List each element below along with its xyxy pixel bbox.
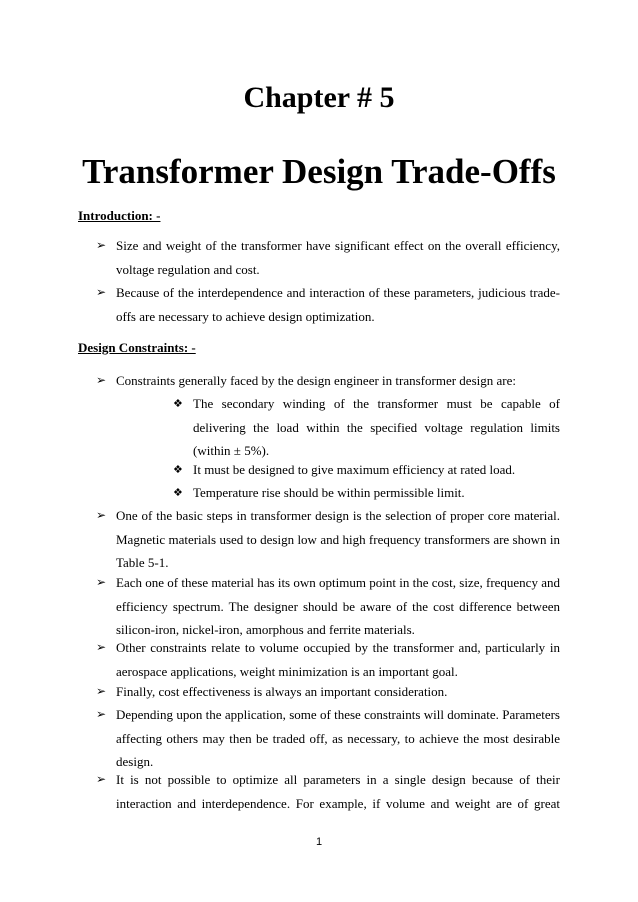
arrow-bullet-icon: ➢: [96, 238, 107, 252]
list-item-text: Depending upon the application, some of these constraints will dominate. Parameters affecting others may then be traded off, as necessary, to achieve the most desirable design.: [116, 707, 560, 769]
list-item: [96, 571, 560, 642]
list-item-text: Constraints generally faced by the design engineer in transformer design are:: [116, 373, 516, 388]
sub-list-item-text: Temperature rise should be within permissible limit.: [193, 485, 465, 500]
arrow-bullet-icon: ➢: [96, 575, 107, 589]
list-item: [96, 234, 560, 281]
diamond-bullet-icon: ❖: [173, 397, 183, 410]
section-heading-design-constraints: Design Constraints: -: [78, 340, 196, 355]
list-item-text: Finally, cost effectiveness is always an important consideration.: [116, 684, 448, 699]
diamond-bullet-icon: ❖: [173, 486, 183, 499]
diamond-bullet-icon: ❖: [173, 463, 183, 476]
list-item: [96, 680, 560, 704]
arrow-bullet-icon: ➢: [96, 285, 107, 299]
list-item-text: One of the basic steps in transformer design is the selection of proper core material. Magnetic materials used to design low and high frequency transformers are shown in Table 5-1.: [116, 508, 560, 570]
list-item: [96, 504, 560, 575]
list-item: [96, 281, 560, 328]
list-item-text: Each one of these material has its own optimum point in the cost, size, frequency and efficiency spectrum. The designer should be aware of the cost difference between silicon-iron, nickel-iron, amorphous and ferrite materials.: [116, 575, 560, 637]
list-item: [96, 768, 560, 815]
list-item: [96, 703, 560, 774]
sub-list-item: [173, 392, 560, 463]
arrow-bullet-icon: ➢: [96, 684, 107, 698]
list-item-text: It is not possible to optimize all parameters in a single design because of their interaction and interdependence. For example, if volume and weight are of great: [116, 772, 560, 811]
list-item-text: Other constraints relate to volume occupied by the transformer and, particularly in aerospace applications, weight minimization is an important goal.: [116, 640, 560, 679]
list-item: [96, 636, 560, 683]
arrow-bullet-icon: ➢: [96, 640, 107, 654]
list-item-text: Size and weight of the transformer have significant effect on the overall efficiency, voltage regulation and cost.: [116, 238, 560, 277]
section-heading-introduction: Introduction: -: [78, 208, 161, 223]
arrow-bullet-icon: ➢: [96, 707, 107, 721]
chapter-title: Chapter # 5: [243, 81, 395, 114]
sub-list-item-text: It must be designed to give maximum efficiency at rated load.: [193, 462, 516, 477]
list-item: [96, 369, 560, 393]
page-title: Transformer Design Trade-Offs: [82, 152, 556, 191]
arrow-bullet-icon: ➢: [96, 508, 107, 522]
arrow-bullet-icon: ➢: [96, 373, 107, 387]
sub-list-item: [173, 458, 560, 482]
list-item-text: Because of the interdependence and interaction of these parameters, judicious trade-offs are necessary to achieve design optimization.: [116, 285, 560, 324]
arrow-bullet-icon: ➢: [96, 772, 107, 786]
page-number: 1: [315, 836, 323, 848]
sub-list-item-text: The secondary winding of the transformer must be capable of delivering the load within the specified voltage regulation limits (within ± 5%).: [193, 396, 560, 458]
sub-list-item: [173, 481, 560, 505]
